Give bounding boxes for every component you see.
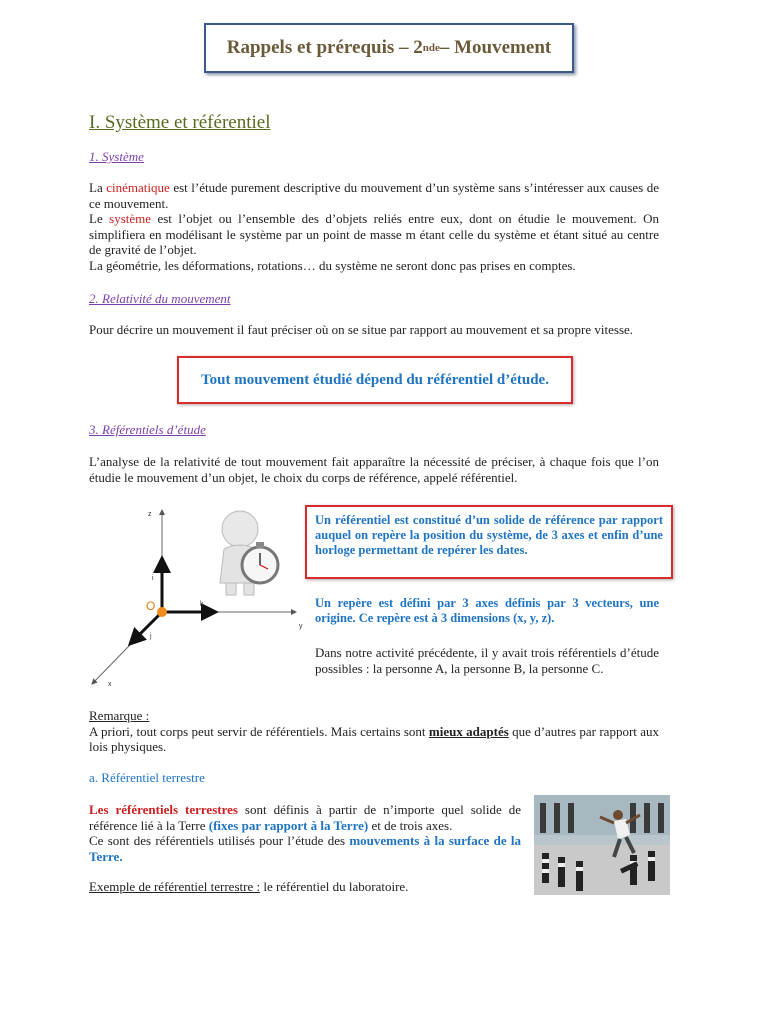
title-end: – Mouvement xyxy=(439,37,552,58)
vector-i xyxy=(130,612,162,644)
fixes-par-rapport: (fixes par rapport à la Terre) xyxy=(208,817,369,833)
remarque-block: Remarque : A priori, tout corps peut servir de référentiels. Mais certains sont mieux adaptés que d’autres par rapport aux lois physiques. xyxy=(89,708,659,754)
paragraph-referentiels: L’analyse de la relativité de tout mouvement fait apparaître la nécessité de préciser, à chaque fois que l’on étudie le mouvement d’un objet, le choix du corps de référence, appelé référentiel. xyxy=(89,454,659,485)
repere-definition: Un repère est défini par 3 axes définis par 3 vecteurs, une origine. Ce repère est à 3 dimensions (x, y, z). xyxy=(315,596,659,625)
subsection-heading-referentiels: 3. Référentiels d’étude xyxy=(89,422,206,437)
referentiel-definition-box xyxy=(305,505,673,579)
title-sup: nde xyxy=(422,42,440,54)
subsection-heading-systeme: 1. Système xyxy=(89,149,144,164)
mieux-adaptes: mieux adaptés xyxy=(428,723,509,739)
term-referentiels-terrestres: Les référentiels terrestres xyxy=(89,802,238,817)
j-label: j xyxy=(150,633,152,640)
figure-with-stopwatch-illustration xyxy=(206,505,290,597)
referentiel-definition: Un référentiel est constitué d’un solide de référence par rapport auquel on repère la position du système, de 3 axes et enfin d’une horloge permettant de repérer les dates. xyxy=(315,513,663,557)
subsection-heading-relativite: 2. Relativité du mouvement xyxy=(89,291,231,306)
term-cinematique: cinématique xyxy=(106,180,170,195)
i-label: i xyxy=(152,575,154,582)
paragraph-systeme: La cinématique est l’étude purement descriptive du mouvement d’un système sans s’intéresser aux causes de ce mouvement. Le système est l’objet ou l’ensemble des d’objets reliés entre eux, dont on étudie le mouvement. On simplifiera en modélisant le système par un point de masse m étant celle du système et étant situé au centre de gravité de l’objet. La géométrie, les déformations, rotations… du système ne seront donc pas prises en comptes. xyxy=(89,180,659,273)
remarque-label: Remarque : xyxy=(89,708,150,723)
paragraph-relativite: Pour décrire un mouvement il faut préciser où on se situe par rapport au mouvement et sa propre vitesse. xyxy=(89,322,634,337)
term-systeme: système xyxy=(109,211,152,226)
exemple-label: Exemple de référentiel terrestre : xyxy=(89,879,261,894)
x-label: x xyxy=(108,681,112,688)
k-label: k xyxy=(200,601,204,608)
origin-point xyxy=(157,607,167,617)
activite-paragraph: Dans notre activité précédente, il y avait trois référentiels d’étude possibles : la personne A, la personne B, la personne C. xyxy=(315,645,659,676)
key-statement: Tout mouvement étudié dépend du référentiel d’étude. xyxy=(201,371,549,388)
origin-label: O xyxy=(146,599,156,613)
terrestre-paragraph: Les référentiels terrestres sont définis à partir de n’importe quel solide de référence lié à la Terre (fixes par rapport à la Terre) et de trois axes. Ce sont des référentiels utilisés pour l’étude des mouvements à la surface de la Terre. Exemple de référentiel terrestre : le référentiel du laboratoire. xyxy=(89,802,521,894)
page-title xyxy=(204,23,574,73)
z-label: z xyxy=(148,511,152,518)
title-main: Rappels et prérequis – 2 xyxy=(226,37,423,58)
skateboarder-photo xyxy=(534,795,670,895)
key-statement-box xyxy=(177,356,573,404)
section-heading: I. Système et référentiel xyxy=(89,112,271,133)
subsection-heading-terrestre: a. Référentiel terrestre xyxy=(89,770,205,785)
mouvements-surface: mouvements à la surface de la Terre. xyxy=(89,833,521,864)
y-label: y xyxy=(299,623,303,630)
